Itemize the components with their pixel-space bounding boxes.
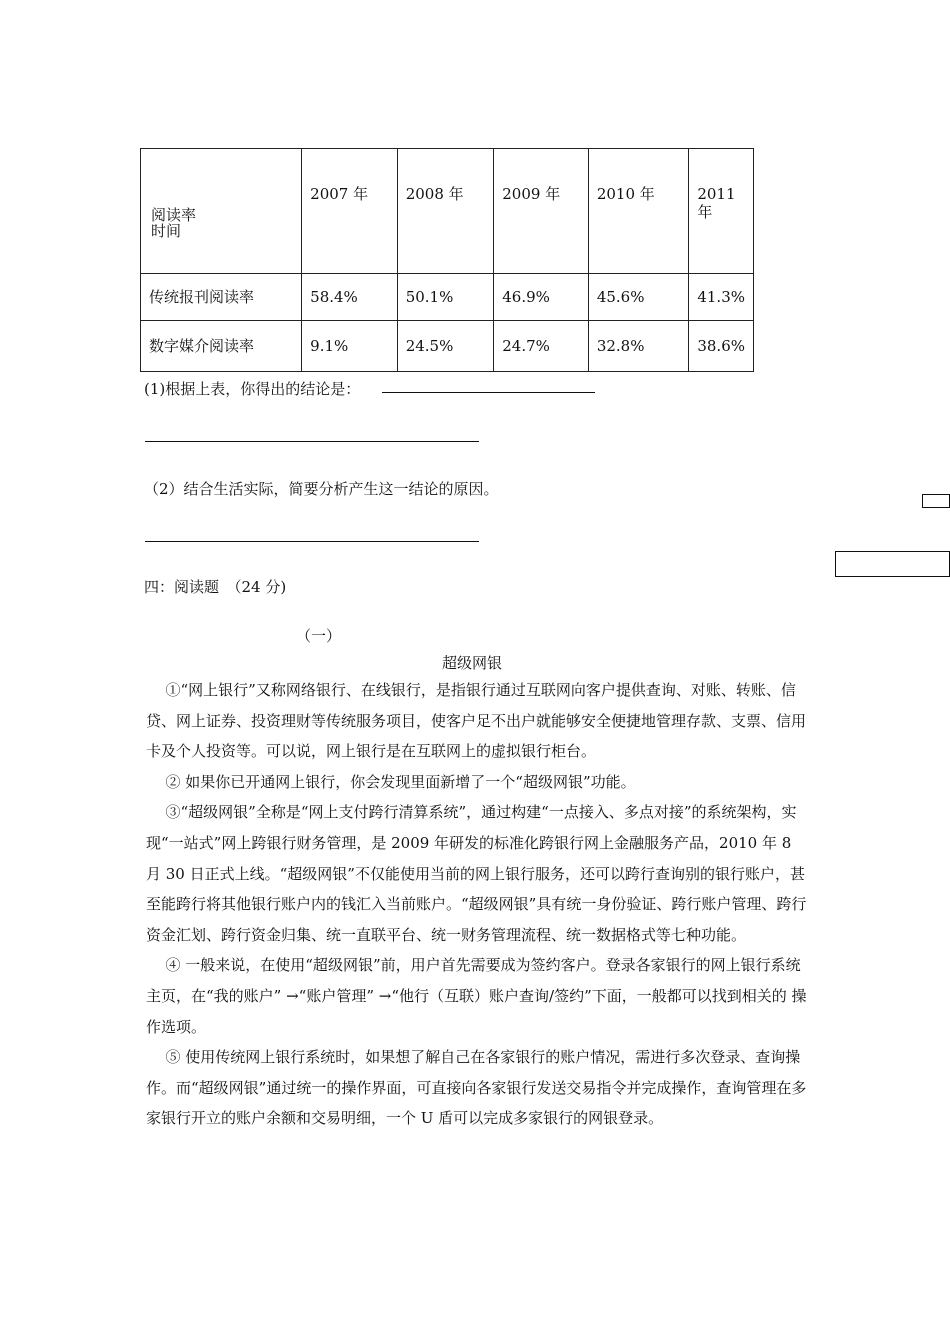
table-row <box>141 321 754 372</box>
year-header: 2009 年 <box>494 149 589 274</box>
table-cell: 58.4% <box>302 274 398 321</box>
row-label: 数字媒介阅读率 <box>141 321 302 372</box>
margin-box-large <box>835 551 950 577</box>
table-row <box>141 274 754 321</box>
answer-blank-2[interactable] <box>145 441 479 442</box>
table-cell: 50.1% <box>397 274 494 321</box>
corner-label-rate: 阅读率 <box>151 206 197 224</box>
article-body <box>146 675 810 1134</box>
table-cell: 41.3% <box>689 274 754 321</box>
row-label: 传统报刊阅读率 <box>141 274 302 321</box>
answer-blank-1[interactable] <box>382 392 595 393</box>
table-cell: 24.5% <box>397 321 494 372</box>
table-cell: 46.9% <box>494 274 589 321</box>
table-cell: 24.7% <box>494 321 589 372</box>
year-header: 2007 年 <box>302 149 398 274</box>
paragraph: ② 如果你已开通网上银行，你会发现里面新增了一个“超级网银”功能。 <box>165 772 636 791</box>
paragraph: ⑤ 使用传统网上银行系统时，如果想了解自己在各家银行的账户情况，需进行多次登录、查询操作。而“超级网银”通过统一的操作界面，可直接向各家银行发送交易指令并完成操作，查询管理在多家银行开立的账户余额和交易明细，一个 U 盾可以完成多家银行的网银登录。 <box>146 1048 807 1128</box>
part-label: （一） <box>296 627 342 645</box>
paragraph: ④ 一般来说，在使用“超级网银”前，用户首先需要成为签约客户。登录各家银行的网上银行系统主页，在“我的账户” →“账户管理” →“他行（互联）账户查询/签约”下面，一般都可以找到相关的 操作选项。 <box>146 956 807 1036</box>
question-1: (1)根据上表，你得出的结论是： <box>144 380 361 398</box>
question-2: （2）结合生活实际，简要分析产生这一结论的原因。 <box>144 480 499 498</box>
table-cell: 38.6% <box>689 321 754 372</box>
article-title: 超级网银 <box>442 654 503 672</box>
table-cell: 9.1% <box>302 321 398 372</box>
year-header: 2008 年 <box>397 149 494 274</box>
table-cell: 32.8% <box>588 321 689 372</box>
paragraph: ③“超级网银”全称是“网上支付跨行清算系统”，通过构建“一点接入、多点对接”的系统架构，实现“一站式”网上跨银行财务管理，是 2009 年研发的标准化跨银行网上金融服务产品，2010 年 8 月 30 日正式上线。“超级网银”不仅能使用当前的网上银行服务，还可以跨行查询别的银行账户，甚至能跨行将其他银行账户内的钱汇入当前账户。“超级网银”具有统一身份验证、跨行账户管理、跨行资金汇划、跨行资金归集、统一直联平台、统一财务管理流程、统一数据格式等七种功能。 <box>146 803 807 944</box>
table-cell: 45.6% <box>588 274 689 321</box>
reading-rate-table <box>140 148 754 372</box>
paragraph: ①“网上银行”又称网络银行、在线银行，是指银行通过互联网向客户提供查询、对账、转账、信贷、网上证券、投资理财等传统服务项目，使客户足不出户就能够安全便捷地管理存款、支票、信用卡及个人投资等。可以说，网上银行是在互联网上的虚拟银行柜台。 <box>146 681 807 761</box>
section-heading: 四：阅读题 （24 分) <box>144 578 287 596</box>
year-header: 2010 年 <box>588 149 689 274</box>
corner-label-time: 时间 <box>151 222 182 240</box>
answer-blank-3[interactable] <box>145 541 479 542</box>
year-header: 2011 年 <box>689 149 754 274</box>
table-header-row <box>141 149 754 274</box>
margin-box-small <box>922 494 950 508</box>
table-corner-cell <box>141 149 302 274</box>
